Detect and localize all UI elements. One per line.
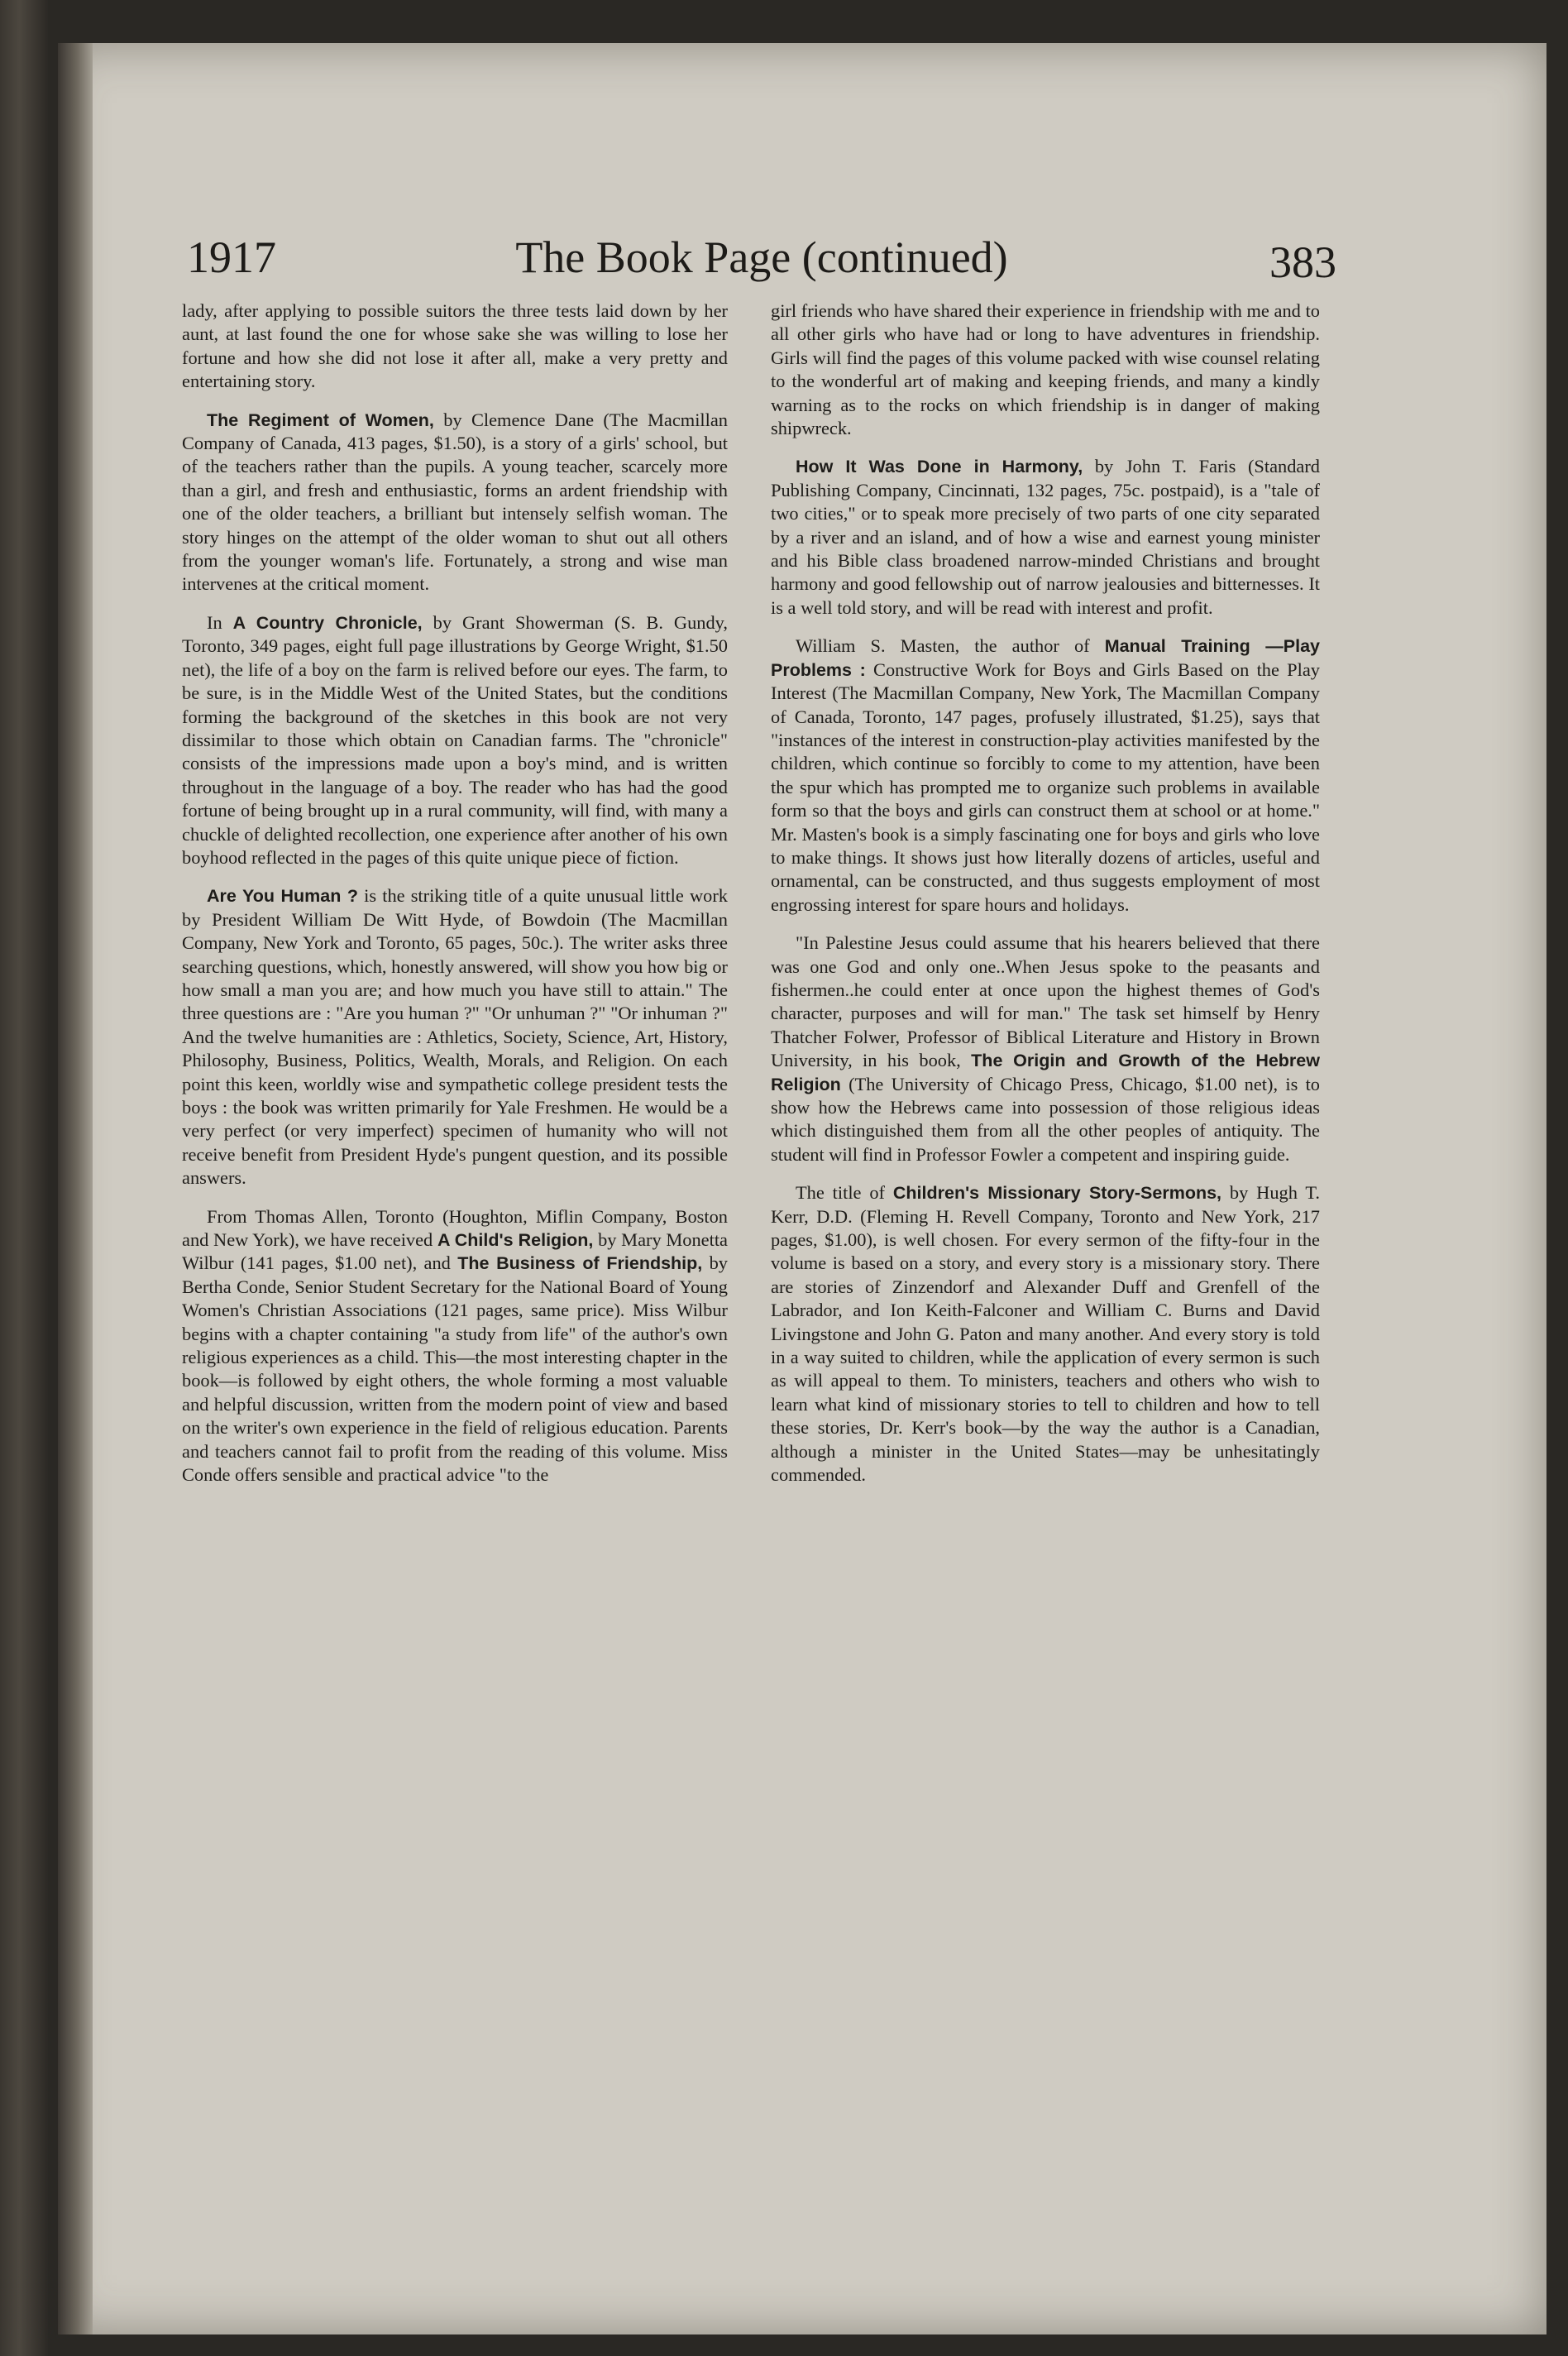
paragraph-text: Constructive Work for Boys and Girls Based on the Play Interest (The Macmillan Company, New York, The Macmillan Company of Canada, Toronto, 147 pages, profusely illustrated, $1.25), says that "instances of the interest in construction-play activities manifested by the children, which continue so forcibly to come to my attention, have been the spur which has prompted me to organize such problems in available form so that the boys and girls can construct them at school or at home." Mr. Masten's book is a simply fascinating one for boys and girls who love to make things. It shows just how literally dozens of articles, useful and ornamental, can be constructed, and thus suggests employment of most engrossing interest for spare hours and holidays. <box>771 658 1320 915</box>
review-paragraph <box>771 634 1320 917</box>
review-paragraph <box>771 1181 1320 1487</box>
page-gutter-shadow <box>58 43 93 2334</box>
paragraph-text: lady, after applying to possible suitors the three tests laid down by her aunt, at last found the one for whose sake she was willing to lose her fortune and how she did not lose it after all, make a very pretty and entertaining story. <box>182 300 728 392</box>
paragraph-lead: The title of <box>796 1182 893 1204</box>
paragraph-text: by Grant Showerman (S. B. Gundy, Toronto, 349 pages, eight full page illustrations by George Wright, $1.50 net), the life of a boy on the farm is relived before our eyes. The farm, to be sure, is in the Middle West of the United States, but the conditions forming the background of the sketches in this book are not very dissimilar to those which obtain on Canadian farms. The "chronicle" consists of the impressions made upon a boy's mind, and is written throughout in the language of a boy. The reader who has had the good fortune of being brought up in a rural community, will find, with many a chuckle of delighted recollection, one experience after another of his own boyhood reflected in the pages of this quite unique piece of fiction. <box>182 611 729 868</box>
paragraph-text: by Mary Monetta Wilbur (141 pages, $1.00 net), and <box>182 1229 728 1274</box>
review-paragraph <box>182 1205 728 1487</box>
running-head <box>187 232 1336 290</box>
review-paragraph <box>182 884 728 1190</box>
paragraph-text: by Hugh T. Kerr, D.D. (Fleming H. Revell Company, Toronto and New York, 217 pages, $1.00), is well chosen. For every sermon of the fifty-four in the volume is based on a story, and every story is a missionary story. There are stories of Zinzendorf and Alexander Duff and Grenfell of the Labrador, and Ion Keith-Falconer and William C. Burns and David Livingstone and John G. Paton and many another. And every story is told in a way suited to children, while the application of every sermon is such as will appeal to them. To ministers, teachers and others who wish to learn what kind of missionary stories to tell to children and how to tell these stories, Dr. Kerr's book—by the way the author is a Canadian, although a minister in the United States—may be unhesitatingly commended. <box>771 1182 1320 1486</box>
facing-page-edge <box>0 0 48 2356</box>
left-column <box>182 299 728 1502</box>
book-title: Children's Missionary Story-Sermons, <box>892 1183 1222 1204</box>
header-year: 1917 <box>187 232 276 282</box>
book-title: The Business of Friendship, <box>457 1253 703 1274</box>
paragraph-text: (The University of Chicago Press, Chicago, $1.00 net), is to show how the Hebrews came into possession of those religious ideas which distinguished them from all the other peoples of antiquity. The student will find in Professor Fowler a competent and inspiring guide. <box>771 1073 1320 1165</box>
paragraph-text: by Bertha Conde, Senior Student Secretary for the National Board of Young Women's Christian Associations (121 pages, same price). Miss Wilbur begins with a chapter containing "a study from life" of the author's own religious experiences as a child. This—the most interesting chapter in the book—is followed by eight others, the whole forming a most valuable and helpful discussion, written from the modern point of view and based on the writer's own experience in the field of religious education. Parents and teachers cannot fail to profit from the reading of this volume. Miss Conde offers sensible and practical advice "to the <box>182 1252 728 1486</box>
paragraph-lead: "In Palestine Jesus could assume that his hearers believed that there was one God and only one..When Jesus spoke to the peasants and fishermen..he could enter at once upon the highest themes of God's character, purposes and will for man." The task set himself by Henry Thatcher Folwer, Professor of Biblical Literature and History in Brown University, in his book, <box>771 932 1320 1071</box>
review-paragraph <box>182 611 728 869</box>
page-number: 383 <box>1269 237 1336 287</box>
paragraph-lead: William S. Masten, the author of <box>796 635 1105 657</box>
review-paragraph <box>771 455 1320 620</box>
header-title: The Book Page (continued) <box>515 232 1008 282</box>
book-title: The Regiment of Women, <box>207 409 434 430</box>
paragraph-text: by Clemence Dane (The Macmillan Company of Canada, 413 pages, $1.50), is a story of a girls' school, but of the teachers rather than the pupils. A young teacher, scarcely more than a girl, and fresh and enthusiastic, forms an ardent friendship with one of the older teachers, a brilliant but intensely selfish woman. The story hinges on the attempt of the older woman to shut out all others from the younger woman's life. Fortunately, a strong and wise man intervenes at the critical moment. <box>182 409 728 595</box>
review-paragraph <box>771 931 1320 1166</box>
paragraph <box>182 299 728 394</box>
book-title: The Origin and Growth of the Hebrew Religion <box>771 1051 1320 1094</box>
book-title: Are You Human ? <box>207 886 359 907</box>
paragraph-lead: From Thomas Allen, Toronto (Houghton, Miflin Company, Boston and New York), we have received <box>182 1205 728 1251</box>
book-title: A Country Chronicle, <box>232 612 423 633</box>
right-column <box>771 299 1320 1502</box>
book-title: A Child's Religion, <box>437 1230 594 1251</box>
paragraph-lead: In <box>207 611 233 633</box>
paragraph-text: girl friends who have shared their experience in friendship with me and to all other girls who have had or long to have adventures in friendship. Girls will find the pages of this volume packed with wise counsel relating to the wonderful art of making and keeping friends, and many a kindly warning as to the rocks on which friendship is in danger of making shipwreck. <box>771 300 1320 439</box>
book-title: Manual Training —Play Problems : <box>771 636 1320 680</box>
paragraph-text: is the striking title of a quite unusual little work by President William De Witt Hyde, of Bowdoin (The Macmillan Company, New York and Toronto, 65 pages, 50c.). The writer asks three searching questions, which, honestly answered, will show you how big or how small a man you are; and how much you have still to attain." The three questions are : "Are you human ?" "Or unhuman ?" "Or inhuman ?" And the twelve humanities are : Athletics, Society, Science, Art, History, Philosophy, Business, Politics, Wealth, Morals, and Religion. On each point this keen, worldly wise and sympathetic college president tests the boys : the book was written primarily for Yale Freshmen. He would be a very perfect (or very imperfect) specimen of humanity who will not receive benefit from President Hyde's pungent question, and its possible answers. <box>182 885 728 1189</box>
paragraph <box>771 299 1320 440</box>
review-paragraph <box>182 409 728 596</box>
paragraph-text: by John T. Faris (Standard Publishing Company, Cincinnati, 132 pages, 75c. postpaid), is a "tale of two cities," or to speak more precisely of two parts of one city separated by a river and an island, and of how a wise and earnest young minister and his Bible class broadened narrow-minded Christians and brought harmony and good fellowship out of narrow jealousies and bitternesses. It is a well told story, and will be read with interest and profit. <box>771 456 1320 618</box>
book-title: How It Was Done in Harmony, <box>796 457 1083 477</box>
